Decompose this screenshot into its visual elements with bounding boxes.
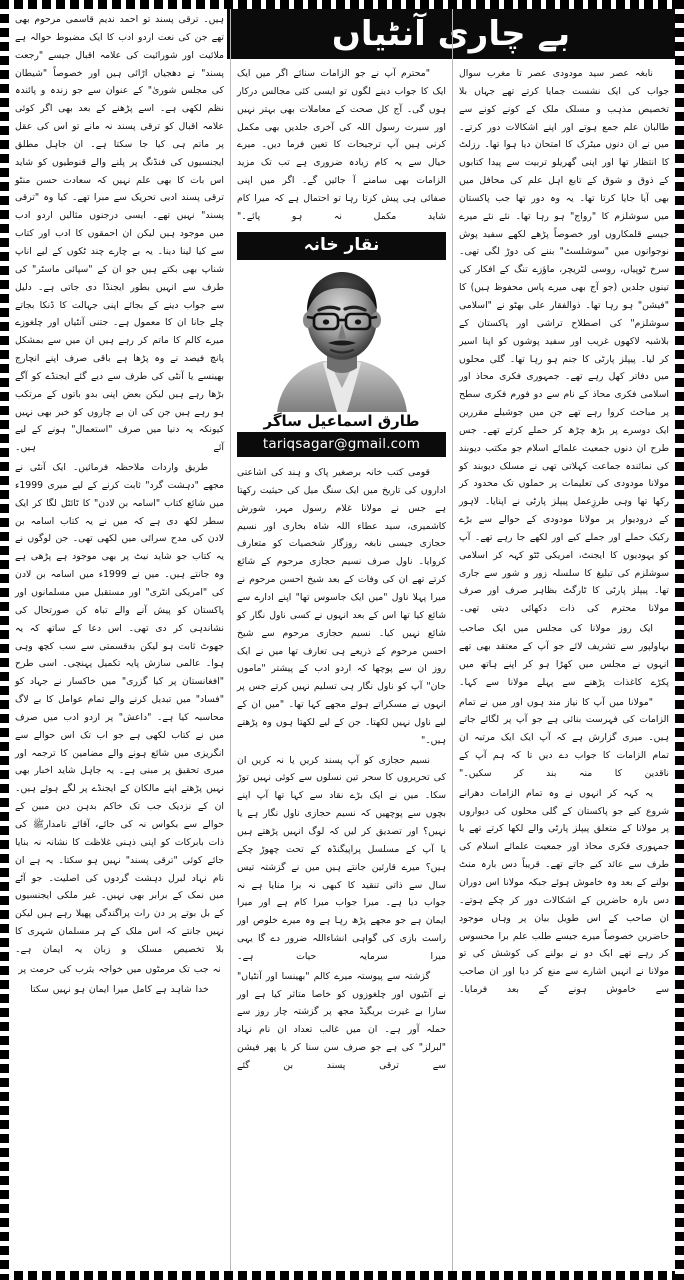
column-middle <box>231 9 453 1271</box>
column-name-banner: نقار خانہ <box>237 232 446 260</box>
page-inner <box>9 9 675 1271</box>
author-photo <box>237 260 446 412</box>
verse-line: خدا شاہد ہے کامل میرا ایمان ہو نہیں سکتا <box>30 983 209 995</box>
verse-line: نہ جب تک مرمٹوں میں خواجہ یثرب کی حرمت پر <box>18 963 221 975</box>
author-card <box>237 232 446 458</box>
paragraph: ہیں۔ ترقی پسند تو احمد ندیم قاسمی مرحوم بھی تھے جن کی نعت اردو ادب کا ایک مضبوط حوالہ ہے ملائیت اور شورائیت کی علامہ اقبال جیسے "رجعت پسند" نے دھجیاں اڑائی ہیں اور خصوصاً "شیطان کی مجلس شوریٰ" کے عنوان سے جو زندہ و پائندہ نظم لکھی ہے۔ اسے پڑھنے کے بعد بھی اگر کوئی علامہ اقبال کو ترقی پسند نہ مانے تو اس کی عقل پر ماتم ہی کیا جا سکتا ہے۔ ان جاہل مطلق ایجنسیوں کی فنڈنگ پر پلنے والے قنوطیوں کو شاید اس بات کا بھی علم نہیں کہ سعادت حسن منٹو ترقی پسند ادبی تحریک سے مبرا تھے۔ کیا وہ "ترقی پسند" نہیں تھے۔ ایسی درجنوں مثالیں اردو ادب میں موجود ہیں لیکن ان احمقوں کا ادب اور کتاب سے کیا لینا دینا۔ یہ بے چارے چند ٹکوں کے لیے اناپ شناپ بھی بکتے ہیں جو ان کے "سپائی ماسٹر" کی طرف سے انہیں بطور ایجنڈا دی جاتی ہے۔ دلیل سے جواب دینے کے بجائے اپنی جہالت کا ڈنکا بجاتے چلے جانا ان کا معمول ہے۔ جتنی آنٹیاں اور چلغوزے میرے کالم کا ماتم کر رہے ہیں ان میں سے بمشکل پانچ فیصد نے وہ پڑھا ہے باقی صرف اپنے انچارج بھینسے یا آنٹی کی طرف سے دیے گئے ایجنڈے کو آگے بڑھا رہے ہیں لیکن بعض اپنی بدو باتوں کے مرتکب ہو رہے ہیں جن کی ان بے چاروں کو خبر بھی نہیں کیونکہ یہ دنیا میں صرف "استعمال" ہونے کے لیے آئے ہیں۔ <box>15 14 224 454</box>
paragraph: ایک روز مولانا کی مجلس میں ایک صاحب بہاولپور سے تشریف لائے جو آپ کے معتقد بھی تھے انہوں نے مجلس میں کھڑا ہو کر اپنے ہاتھ میں پکڑے کاغذات پڑھنے سے پہلے مولانا سے کہا۔ <box>459 623 669 688</box>
column-right <box>453 9 675 1271</box>
column-left <box>9 9 231 1271</box>
paragraph: گزشتہ سے پیوستہ میرے کالم "بھینسا اور آنٹیاں" نے آنٹیوں اور چلغوزوں کو خاصا متاثر کیا ہے اور سارا بے غیرت بریگیڈ مجھ پر گزشتہ چار روز سے حملہ آور ہے۔ ان میں غالب تعداد ان نام نہاد "لبرلز" کی ہے جو صرف سن سنا کر یا پھر فیشن سے ترقی پسند بن گئے <box>237 970 446 1071</box>
page-title: بے چاری آنٹیاں <box>331 14 571 54</box>
page-border-top <box>0 0 684 9</box>
paragraph: "محترم آپ نے جو الزامات سنائے اگر میں ایک ایک کا جواب دینے لگوں تو ایسی کئی مجالس درکار ہوں گی۔ آج کل صحت کے معاملات بھی بہتر نہیں اور سیرت رسول اللہ کی آخری جلدیں بھی مکمل کرنی ہیں آپ ترجیحات کا تعین فرما دیں۔ میرے خیال سے یہ کام زیادہ ضروری ہے تب تک مزید الزامات بھی سامنے آ جائیں گے۔ اگر میں اپنی صفائی ہی پیش کرتا رہا تو احتمال ہے کہ میرا کام شاید مکمل نہ ہو پائے۔" <box>237 68 446 222</box>
paragraph: نابغہ عصر سید مودودی عصر تا مغرب سوال جواب کی ایک نشست جمایا کرتے تھے جہاں بلا تخصیص مذہب و مسلک ملک کے کونے کونے سے طالبان علم جمع ہوتے اور اپنے اشکالات دور کرتے۔ میں نے ان دنوں میٹرک کا امتحان دیا ہوا تھا۔ رزلٹ کا انتظار تھا اور اپنی گھریلو تربیت سے پیدا کتابوں کے ذوق و شوق کے تابع اہل علم کی محافل میں بھی آیا جایا کرتا تھا۔ یہ وہ دور تھا جب پاکستان میں سوشلزم کا "رواج" ہو رہا تھا۔ نئے نئے میرے جیسے قلمکاروں اور خصوصاً پڑھے لکھے سفید پوش نوجوانوں میں "سوشلسٹ" بننے کی دوڑ لگی تھی۔ سرخ ٹوپیاں، روسی لٹریچر، ماؤزے تنگ کے افکار کی تینوں جلدیں (جو آج بھی میرے پاس محفوظ ہیں) کا "فیشن" ہو رہا تھا۔ ذوالفقار علی بھٹو نے "اسلامی سوشلزم" کی اصطلاح تراشی اور پاکستان کے بلاشبہ لاکھوں غریب اور سفید پوشوں کو اپنا اسیر کر لیا۔ پیپلز پارٹی کا جنم ہو رہا تھا۔ گلی محلوں میں دفاتر کھل رہے تھے۔ جمہوری فکری محاذ اور اسلامی فکری محاذ کے نام سے دو فورم فکری سطح پر مباحث کروا رہے تھے جن میں جوشیلے مقررین ایک دوسرے پر بڑھ چڑھ کر حملے کرتے تھے۔ جس طرح ان دنوں جمعیت علمائے اسلام جو مکتب دیوبند کی نمائندہ جماعت کہلاتی تھی نے مسلک دیوبند کو مولانا مودودی کی تعلیمات پر حملوں تک محدود کر رکھا تھا وہی طرزِعمل پیپلز پارٹی نے اپنایا۔ لاہور کے درودیوار پر مولانا مودودی کے حوالے سے بڑے رکیک حملے اور جملے کیے اور لکھے جا رہے تھے۔ آپ کو یہودیوں کا ایجنٹ، امریکی ٹٹو کہہ کر اسلامی سوشلزم کی تبلیغ کا سلسلہ زور و شور سے جاری تھا۔ پیپلز پارٹی کا ٹارگٹ بظاہر صرف اور صرف مولانا محترم کی ذات دکھائی دیتی تھی۔ <box>459 68 669 615</box>
page-border-bottom <box>0 1271 684 1280</box>
page-border-left <box>0 0 9 1280</box>
paragraph: قومی کتب خانہ برصغیر پاک و ہند کی اشاعتی اداروں کی تاریخ میں ایک سنگ میل کی حیثیت رکھتا ہے جس نے مولانا غلام رسول مہر، شورش کاشمیری، سید عطاء اللہ شاہ بخاری اور نسیم حجازی جیسی نابغہ روزگار شخصیات کو متعارف کروایا۔ ناول صرف نسیم حجازی مرحوم کے شائع کرتے تھے ان کی وفات کے بعد شیخ احسن مرحوم نے میرا پہلا ناول "میں ایک جاسوس تھا" اپنے ادارے سے شائع کیا تھا اس کے بعد انہوں نے کسی ناول نگار کو شائع نہیں کیا۔ نسیم حجازی مرحوم سے شیخ احسن مرحوم کے ذریعے ہی تعارف تھا میں نے ایک روز ان سے پوچھا کہ اردو ادب کے پیشتر "ماموں جان" آپ کو ناول نگار ہی تسلیم نہیں کرتے جس پر انہوں نے مسکراتے ہوئے مجھے کہا تھا۔ "میں ان کے لیے ناول نہیں لکھتا۔ جن کے لیے لکھتا ہوں وہ پڑھتے ہیں۔" <box>237 467 446 746</box>
page-border-right <box>675 0 684 1280</box>
paragraph: "مولانا میں آپ کا نیاز مند ہوں اور میں نے تمام الزامات کی فہرست بنائی ہے جو آپ پر لگائے جاتے ہیں۔ میری گزارش ہے کہ آپ ایک ایک مرتبہ ان تمام الزامات کا جواب دے دیں تا کہ ہم آپ کے ناقدین کا منہ بند کر سکیں۔" <box>459 696 669 779</box>
paragraph: یہ کہہ کر انہوں نے وہ تمام الزامات دھرانے شروع کیے جو پاکستان کے گلی محلوں کی دیواروں پر مولانا کے متعلق پیپلز پارٹی والے لکھا کرتے تھے یا جمہوری فکری محاذ اور جمعیت علمائے اسلام کی طرف سے عائد کیے جاتے تھے۔ قریباً دس بارہ منٹ بولنے کے بعد وہ خاموش ہوئے جبکہ مولانا اس دوران دس بارہ حاضرین کے اشکالات دور کر چکے ہوتے۔ ان صاحب کے اس طویل بیان پر وہاں موجود حاضرین خصوصاً میرے جیسے طلب علم برا محسوس کر رہے تھے ایک دو نے بولنے کی کوشش کی تو مولانا نے انہیں اشارے سے منع کر دیا اور ان صاحب سے خاموش ہونے کے بعد فرمایا۔ <box>459 787 669 996</box>
author-portrait-illustration <box>267 262 417 412</box>
paragraph: نسیم حجازی کو آپ پسند کریں یا نہ کریں ان کی تحریروں کا سحر تین نسلوں سے کوئی نہیں توڑ سکا۔ میں نے ایک بڑے نقاد سے کہا تھا آپ اپنے بچوں سے پوچھیں کہ نسیم حجازی ناول نگار ہے یا نہیں؟ اور تصدیق کر لیں کہ لوگ انہیں پڑھتے ہیں یا آپ کے مسلسل پراپیگنڈہ کے تحت چھوڑ چکے ہیں؟ میرے قارئین جانتے ہیں میں نے گزشتہ تیس سال سے ذاتی تنقید کا کبھی نہ برا منایا ہے نہ جواب دیا ہے۔ میرا جواب میرا کام ہے اور میرا ایمان ہے جو مجھے پڑھ رہا ہے وہ میرے خلوص اور راست بازی کی گواہی انشاءاللہ ضرور دے گا یہی میرا سرمایہ حیات ہے۔ <box>237 754 446 962</box>
author-signature: طارق اسماعیل ساگر <box>263 411 420 430</box>
author-email[interactable]: tariqsagar@gmail.com <box>237 432 446 457</box>
paragraph: طریق واردات ملاحظہ فرمائیں۔ ایک آنٹی نے مجھے "دہشت گرد" ثابت کرنے کے لیے میری 1999ء میں شائع کتاب "اسامہ بن لادن" کا ٹائٹل لگا کر ایک سطر لکھ دی ہے کہ میں نے یہ کتاب اسامہ بن لادن کی مدح سرائی میں لکھی تھی۔ جن لوگوں نے یہ کتاب جو شاید نیٹ پر بھی موجود ہے پڑھی ہے وہ جانتے ہیں۔ میں نے 1999ء میں اسامہ بن لادن کی "امریکی انٹری" اور مستقبل میں مسلمانوں اور پاکستان کو پیش آنے والے تباہ کن صورتحال کی نشاندہی کر دی تھی۔ اس دعا کے ساتھ کہ یہ جھوٹ ثابت ہو لیکن بدقسمتی سے سب کچھ وہی ہوا۔ عالمی سازش پایہ تکمیل پہنچی۔ اسی طرح "افغانستان پر کیا گزری" میں خاکسار نے جہاد کو "فساد" میں تبدیل کرنے والے تمام عوامل کا بے لاگ محاسبہ کیا ہے۔ "داعش" پر اردو ادب میں صرف میں نے کتاب لکھی ہے جو اب تک اس حوالے سے انگریزی میں شائع ہونے والے مضامین کا ترجمہ اور میری تحقیق پر مبنی ہے۔ یہ جاہل شاید اخبار بھی نہیں پڑھتے اپنے مالکان کے ایجنڈے پر لگے ہوئے ہیں۔ ان کے نزدیک جب تک خاکم بدہن دین مبین کے حوالے سے بکواس نہ کی جائے، آقائے نامدارﷺ کی ذات بابرکات کو اپنی ذہنی غلاظت کا نشانہ نہ بنایا جائے کوئی "ترقی پسند" نہیں ہو سکتا۔ یہ ہے ان نام نہاد لبرل دہشت گردوں کی اصلیت۔ جو آٹے میں نمک کے برابر بھی نہیں۔ غیر ملکی ایجنسیوں کے بل بوتے پر دن رات پراگندگی پھیلا رہے ہیں لیکن نہیں جانتے کہ اس ملک کے ہر مسلمان شہری کا بلا تخصیص مسلک و زبان یہ ایمان ہے۔ <box>15 462 225 955</box>
article-columns <box>9 9 675 1271</box>
